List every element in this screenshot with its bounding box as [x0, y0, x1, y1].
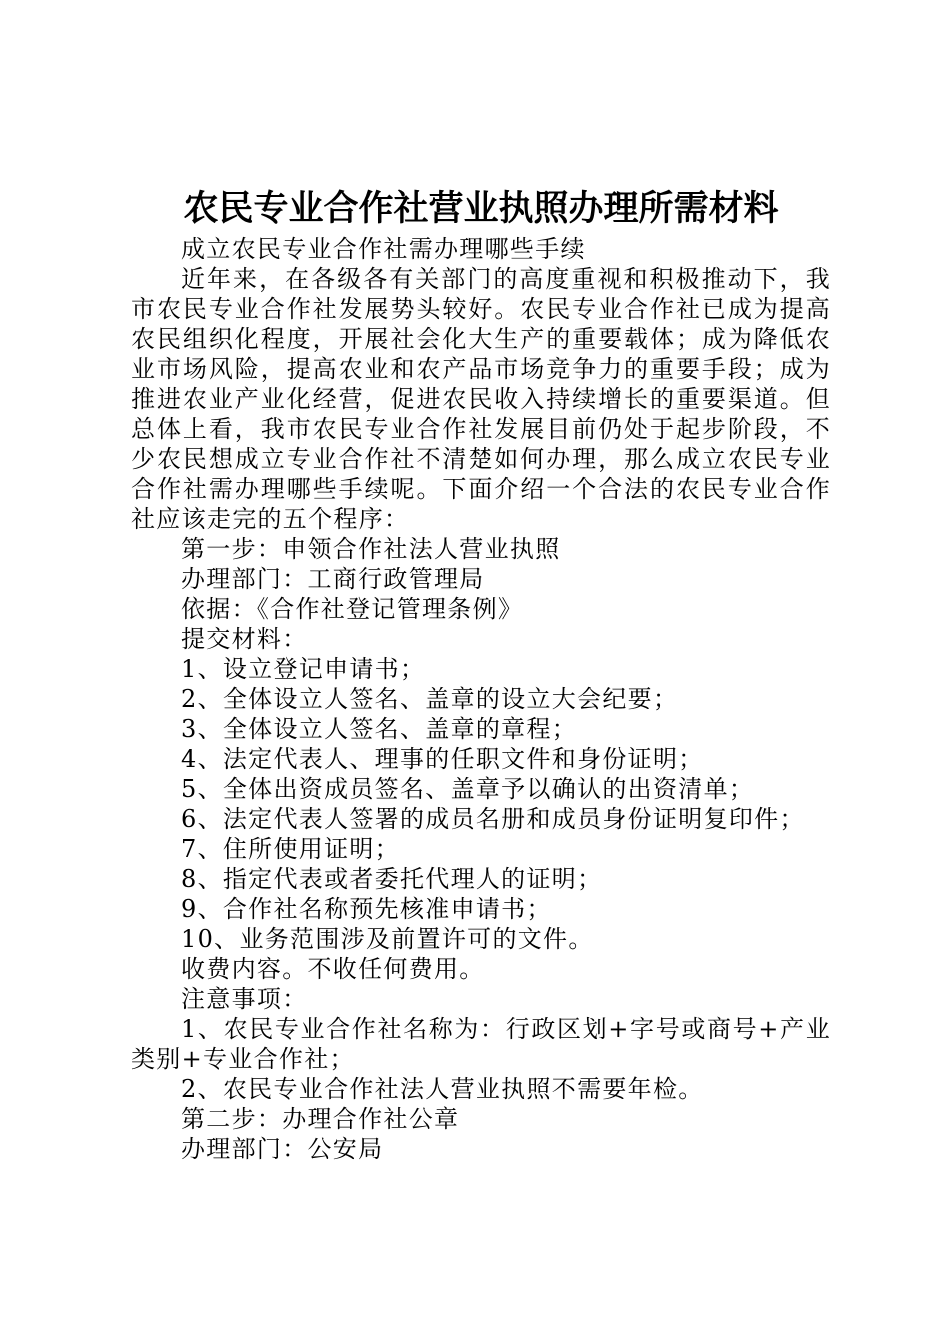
material-item-1: 1、设立登记申请书； — [181, 655, 426, 683]
fee-paragraph: 收费内容。不收任何费用。 — [181, 955, 485, 983]
material-item-4: 4、法定代表人、理事的任职文件和身份证明； — [181, 745, 704, 773]
document-body — [131, 234, 831, 1164]
note-item-1: 1、农民专业合作社名称为：行政区划+字号或商号+产业类别+专业合作社； — [131, 1015, 831, 1073]
step-one-basis: 依据：《合作社登记管理条例》 — [181, 595, 524, 623]
note-item-2: 2、农民专业合作社法人营业执照不需要年检。 — [181, 1075, 704, 1103]
material-item-9: 9、合作社名称预先核准申请书； — [181, 895, 552, 923]
document-page — [131, 184, 831, 1164]
material-item-3: 3、全体设立人签名、盖章的章程； — [181, 715, 578, 743]
material-item-8: 8、指定代表或者委托代理人的证明； — [181, 865, 603, 893]
step-one-department: 办理部门：工商行政管理局 — [181, 565, 485, 593]
material-item-2: 2、全体设立人签名、盖章的设立大会纪要； — [181, 685, 679, 713]
intro-paragraph: 近年来，在各级各有关部门的高度重视和积极推动下，我市农民专业合作社发展势头较好。农民专业合作社已成为提高农民组织化程度，开展社会化大生产的重要载体；成为降低农业市场风险，提高农业和农产品市场竞争力的重要手段；成为推进农业产业化经营，促进农民收入持续增长的重要渠道。但总体上看，我市农民专业合作社发展目前仍处于起步阶段，不少农民想成立专业合作社不清楚如何办理，那么成立农民专业合作社需办理哪些手续呢。下面介绍一个合法的农民专业合作社应该走完的五个程序： — [131, 265, 831, 533]
material-item-5: 5、全体出资成员签名、盖章予以确认的出资清单； — [181, 775, 755, 803]
material-item-10: 10、业务范围涉及前置许可的文件。 — [181, 925, 594, 953]
materials-heading: 提交材料： — [181, 625, 308, 653]
step-two-department: 办理部门：公安局 — [181, 1135, 384, 1163]
subtitle-paragraph: 成立农民专业合作社需办理哪些手续 — [181, 235, 586, 263]
step-one-heading: 第一步：申领合作社法人营业执照 — [181, 535, 561, 563]
notes-heading: 注意事项： — [181, 985, 308, 1013]
document-title: 农民专业合作社营业执照办理所需材料 — [183, 189, 779, 229]
material-item-6: 6、法定代表人签署的成员名册和成员身份证明复印件； — [181, 805, 805, 833]
material-item-7: 7、住所使用证明； — [181, 835, 400, 863]
step-two-heading: 第二步：办理合作社公章 — [181, 1105, 460, 1133]
